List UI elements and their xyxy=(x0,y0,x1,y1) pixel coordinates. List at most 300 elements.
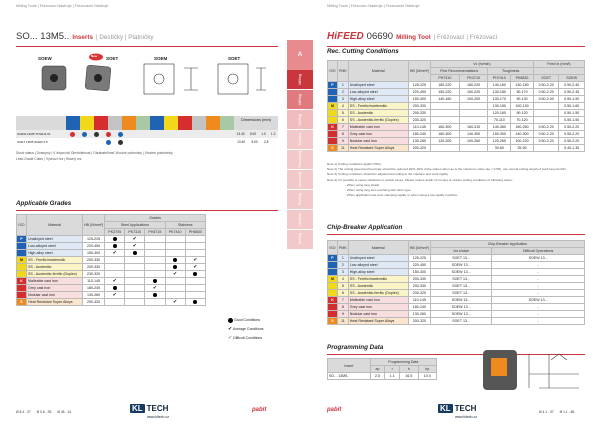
insert-soet-drawing xyxy=(85,65,111,91)
vc-cell: 140-300 xyxy=(511,131,534,138)
hb-cell: 110-145 xyxy=(408,297,430,304)
good-conditions-icon xyxy=(173,258,177,262)
legend-average: Average Conditions xyxy=(232,327,264,331)
vc-cell: 120-200 xyxy=(430,138,459,145)
good-conditions-icon xyxy=(173,265,177,269)
note-line: - When using long tool overhang with other type. xyxy=(345,188,412,193)
insert-label-soew: SOEW xyxy=(38,56,52,61)
iso-cell xyxy=(328,311,338,318)
vc-cell: 150-260 xyxy=(511,124,534,131)
grade-name: PH6830 xyxy=(185,229,205,236)
average-conditions-icon: ✔ xyxy=(132,236,137,242)
material-cell: High-alloy steel xyxy=(27,250,83,257)
section-tab[interactable] xyxy=(287,110,313,130)
grade-cell xyxy=(165,278,185,285)
insert-label-soet: SOET xyxy=(106,56,119,61)
material-cell: SS - Ferritic/martensitic xyxy=(348,276,408,283)
iso-cell xyxy=(328,269,338,276)
title-code: 06690 xyxy=(366,31,394,42)
section-tab-label: Tooling xyxy=(298,233,302,246)
difficult-cell: - xyxy=(492,262,585,269)
grade-cell xyxy=(145,257,165,264)
table-row xyxy=(328,304,585,311)
grade-cell xyxy=(105,278,125,285)
hb-cell: 180-240 xyxy=(83,285,105,292)
table-row xyxy=(17,278,206,285)
section-tab-label: Drilling xyxy=(298,113,302,126)
insert-label-soet-2: SOET xyxy=(228,56,241,61)
iso-cell: P xyxy=(328,255,338,262)
iso-cell xyxy=(328,89,338,96)
material-cell: Grey cast iron xyxy=(348,304,408,311)
vc-cell: 140-160 xyxy=(488,82,511,89)
first-choice-cell: SOET 13... xyxy=(430,290,491,297)
material-cell: SS - Austenitic-ferritic (Duplex) xyxy=(348,117,408,124)
col-r: r xyxy=(385,366,400,373)
difficult-cell: SOEW 13... xyxy=(492,255,585,262)
vc-cell: 150-220 xyxy=(459,89,488,96)
running-header: Milling Tools | Frézovací Nástroje | Frézovacie Nástroje xyxy=(16,4,109,8)
table-row xyxy=(328,145,585,152)
grades-table xyxy=(16,214,206,306)
material-cell: SS - Ferritic/martensitic xyxy=(27,257,83,264)
vc-cell: 180-220 xyxy=(459,82,488,89)
dim-value: 5.00 xyxy=(249,132,257,136)
grade-cell xyxy=(185,257,205,264)
section-tab[interactable] xyxy=(287,170,313,190)
pmk-cell: 7 xyxy=(338,297,349,304)
hb-cell: 125-225 xyxy=(408,82,430,89)
hb-cell: 200-330 xyxy=(83,257,105,264)
grade-cell xyxy=(105,299,125,306)
section-tab[interactable] xyxy=(287,130,313,150)
kl-brand: KL xyxy=(132,404,143,413)
grade-cell xyxy=(105,250,125,257)
grade-cell xyxy=(125,292,145,299)
vc-cell: 130-170 xyxy=(488,96,511,103)
good-conditions-icon xyxy=(113,286,117,290)
footer-mark: Ø 0.6 - 39 xyxy=(36,410,52,414)
insert-name: SOEW xyxy=(559,75,585,82)
hb-cell: 200-320 xyxy=(408,318,430,325)
col-first-rec: First Recommendations xyxy=(430,68,487,75)
material-cell: SS - Austenitic xyxy=(27,264,83,271)
hb-cell: 200-320 xyxy=(83,299,105,306)
table-row xyxy=(328,82,585,89)
table-row xyxy=(17,243,206,250)
table-row xyxy=(17,250,206,257)
vc-cell: 180-220 xyxy=(430,82,459,89)
pmk-cell: 9 xyxy=(338,138,349,145)
page-title xyxy=(327,31,497,42)
table-row xyxy=(328,131,585,138)
fz-cell: 0.50-2.20 xyxy=(559,131,585,138)
kl-text: TECH xyxy=(146,404,169,413)
grade-cell xyxy=(165,250,185,257)
legend-line-1: Stock status | Dostupný | K dispozícii Obrobitelnost | Obrábateľnosť Vhodné podmínky | Vhodné podmienky xyxy=(16,151,173,155)
average-conditions-icon: ✔ xyxy=(173,271,178,277)
section-tab-a[interactable]: A xyxy=(287,40,313,70)
title-code: SO... 13M5.. xyxy=(16,31,70,42)
note-line: Note 2) The cutting speed and feed rate should be reduced 20%~30% of the values when ae is the maximum value (ae > 0.5D), use normal cutting length of tools beyond 3xD. xyxy=(327,167,567,172)
insert-drawing-svg xyxy=(16,52,278,112)
material-cell: Heat Resistant Super Alloys xyxy=(27,299,83,306)
page-title xyxy=(16,31,154,42)
hb-cell: 130-260 xyxy=(83,292,105,299)
col-app: Chip-Breaker Application xyxy=(430,241,584,248)
vc-cell: 130-180 xyxy=(488,89,511,96)
good-conditions-icon xyxy=(193,272,197,276)
col-iso: ISO xyxy=(17,215,27,236)
vc-cell: 140-360 xyxy=(488,124,511,131)
vc-cell: 160-310 xyxy=(459,124,488,131)
vc-cell xyxy=(430,110,459,117)
legend-difficult: Difficult Conditions xyxy=(233,336,263,340)
table-row xyxy=(328,373,437,380)
vc-cell: 90-130 xyxy=(511,96,534,103)
section-tab[interactable] xyxy=(287,90,313,110)
insert-name: SOET xyxy=(533,75,559,82)
material-cell: Unalloyed steel xyxy=(348,255,408,262)
vc-cell: 150-220 xyxy=(430,89,459,96)
first-choice-cell: SOEW 13... xyxy=(430,269,491,276)
hb-cell: 180-240 xyxy=(408,304,430,311)
hb-cell: 180-240 xyxy=(408,131,430,138)
material-cell: Heat Resistant Super Alloys xyxy=(348,145,408,152)
vc-cell xyxy=(430,103,459,110)
fz-cell xyxy=(533,145,559,152)
average-conditions-icon: ✔ xyxy=(112,278,117,284)
title-rule xyxy=(327,46,585,47)
section-tab[interactable] xyxy=(287,190,313,210)
material-cell: Grey cast iron xyxy=(27,285,83,292)
pmk-cell: 1 xyxy=(338,82,349,89)
hb-cell: 230-320 xyxy=(408,117,430,124)
vc-cell: 140-300 xyxy=(459,131,488,138)
first-choice-cell: SOET 13... xyxy=(430,318,491,325)
pmk-cell: 4 xyxy=(338,276,349,283)
right-page xyxy=(313,0,600,424)
fz-cell: 0.50-1.50 xyxy=(559,117,585,124)
fz-cell: 0.50-2.20 xyxy=(533,124,559,131)
table-row xyxy=(328,269,585,276)
iso-cell xyxy=(17,243,27,250)
grade-cell xyxy=(185,278,205,285)
grade-name: PH7410 xyxy=(488,75,511,82)
matrix-color-header xyxy=(16,116,278,130)
note-line: Note 3) Cutting conditions should be adjusted according to the machine and work rigidity. xyxy=(327,172,449,177)
footer-marks xyxy=(539,410,574,414)
grade-cell xyxy=(105,243,125,250)
dim-value: 1.0 xyxy=(261,132,266,136)
vc-cell: 100-220 xyxy=(511,138,534,145)
grade-cell xyxy=(165,236,185,243)
table-row xyxy=(17,271,206,278)
fz-cell: 0.50-2.40 xyxy=(559,89,585,96)
table-row xyxy=(328,276,585,283)
grade-cell xyxy=(125,257,145,264)
material-cell: Unalloyed steel xyxy=(27,236,83,243)
vc-cell: 120-260 xyxy=(488,138,511,145)
grade-cell xyxy=(105,264,125,271)
grade-cell xyxy=(185,299,205,306)
grade-name: PK7410 xyxy=(165,229,185,236)
grade-cell xyxy=(125,264,145,271)
col-pmk: PMK xyxy=(338,61,349,82)
kltech-url: www.kltech.cz xyxy=(147,415,169,419)
good-conditions-icon xyxy=(228,318,233,323)
dim-value: 2.8 xyxy=(264,140,269,144)
fz-cell: 0.50-2.20 xyxy=(533,138,559,145)
iso-cell xyxy=(17,271,27,278)
hb-cell: 200-330 xyxy=(408,276,430,283)
chip-title: Chip-Breaker Application xyxy=(327,224,403,231)
table-row xyxy=(328,283,585,290)
insert-soet-technical-drawing xyxy=(218,64,266,94)
section-tab[interactable] xyxy=(287,150,313,170)
hb-cell: 230-320 xyxy=(83,271,105,278)
first-choice-cell: SOEW 13... xyxy=(430,304,491,311)
first-choice-cell: SOEW 13... xyxy=(430,311,491,318)
pmk-cell: 6 xyxy=(338,290,349,297)
grade-cell xyxy=(185,243,205,250)
average-conditions-icon: ✔ xyxy=(112,292,117,298)
grade-cell xyxy=(165,243,185,250)
vc-cell: 100-130 xyxy=(511,103,534,110)
pmk-cell: 5 xyxy=(338,110,349,117)
average-conditions-icon: ✔ xyxy=(132,243,137,249)
grade-cell xyxy=(125,278,145,285)
grade-name: PK3715 xyxy=(459,75,488,82)
grade-name: PK3705 xyxy=(105,229,125,236)
good-conditions-icon xyxy=(113,244,117,248)
grade-dot-icon xyxy=(106,132,111,137)
vc-cell: 90-120 xyxy=(511,110,534,117)
title-rule xyxy=(16,46,278,47)
hb-cell: 200-330 xyxy=(408,283,430,290)
first-choice-cell: SOET 13... xyxy=(430,276,491,283)
pmk-cell: 6 xyxy=(338,117,349,124)
hb-cell: 200-330 xyxy=(408,103,430,110)
vc-cell: 150-300 xyxy=(488,131,511,138)
vc-cell: 30-60 xyxy=(488,145,511,152)
grades-title: Applicable Grades xyxy=(16,200,72,207)
table-row xyxy=(328,255,585,262)
difficult-conditions-icon: ✔ xyxy=(228,335,233,341)
grade-cell xyxy=(165,264,185,271)
footer-mark: Ø 8.4 - 37 xyxy=(16,410,31,414)
prog-title: Programming Data xyxy=(327,344,384,351)
col-hb: HB (N/mm²) xyxy=(408,241,430,255)
title-sub-translations: | Frézovací | Frézovací xyxy=(433,34,498,41)
col-material: Material xyxy=(348,61,408,82)
iso-cell xyxy=(328,262,338,269)
grade-name: PH3715 xyxy=(145,229,165,236)
vc-cell: 70-110 xyxy=(488,117,511,124)
table-row xyxy=(328,290,585,297)
col-pmk: PMK xyxy=(338,241,349,255)
insert-drawings xyxy=(16,52,278,112)
hb-cell: 150-300 xyxy=(408,96,430,103)
grade-cell xyxy=(165,271,185,278)
note-line: Note 4) It's possible to cause vibrations in certain cases. Please reduce depth of cut (ae) or reduce cutting conditions of following cases: xyxy=(327,177,513,182)
grade-cell xyxy=(105,236,125,243)
table-row xyxy=(17,264,206,271)
title-sub: Milling Tool xyxy=(396,34,431,41)
chip-title-rule xyxy=(327,234,585,235)
pmk-cell: 11 xyxy=(338,318,349,325)
rec-title: Rec. Cutting Conditions xyxy=(327,48,399,55)
pmk-cell: 1 xyxy=(338,255,349,262)
col-material: Material xyxy=(348,241,408,255)
vc-cell xyxy=(459,110,488,117)
table-row xyxy=(328,89,585,96)
hb-cell: 200-320 xyxy=(408,145,430,152)
vc-cell: 160-300 xyxy=(430,124,459,131)
fz-cell: 0.40-1.30 xyxy=(559,145,585,152)
grade-cell xyxy=(145,236,165,243)
hb-cell: 110-145 xyxy=(83,278,105,285)
grade-cell xyxy=(185,236,205,243)
section-tab[interactable] xyxy=(287,210,313,230)
table-row xyxy=(328,117,585,124)
table-row xyxy=(328,318,585,325)
vc-cell: 130-150 xyxy=(488,103,511,110)
hb-cell: 125-225 xyxy=(408,255,430,262)
grade-cell xyxy=(125,299,145,306)
notes xyxy=(327,162,585,198)
section-tab[interactable] xyxy=(287,70,313,90)
iso-cell xyxy=(328,96,338,103)
material-cell: Malleable cast iron xyxy=(348,297,408,304)
first-choice-cell: SOEW 13... xyxy=(430,262,491,269)
pabit-logo: pabit xyxy=(327,407,342,413)
grade-cell xyxy=(145,250,165,257)
fz-cell: 0.50-2.00 xyxy=(533,96,559,103)
fz-cell xyxy=(533,110,559,117)
average-conditions-icon: ✔ xyxy=(193,257,198,263)
col-hp: hp xyxy=(418,366,436,373)
vc-cell: 90-170 xyxy=(511,89,534,96)
section-tab-label: Holders xyxy=(298,212,302,227)
footer-mark: Ø 45 - 14 xyxy=(57,410,72,414)
fz-cell xyxy=(533,103,559,110)
material-cell: SS - Austenitic xyxy=(348,110,408,117)
legend-line-2: Lead Grade Cutter | Výchozí řez | Hlavný rez xyxy=(16,157,82,161)
dim-value: 1.2 xyxy=(270,132,276,136)
material-cell: Nodular cast iron xyxy=(348,138,408,145)
left-footer xyxy=(0,398,287,422)
insert-row-code: SOEW 13M5 TFSR-R-01 xyxy=(17,132,51,136)
difficult-cell: - xyxy=(492,269,585,276)
vc-cell: 70-120 xyxy=(511,117,534,124)
prog-insert: SO... 13M5.. xyxy=(328,373,371,380)
title-sub: Inserts xyxy=(72,34,93,41)
material-cell: Malleable cast iron xyxy=(27,278,83,285)
pmk-cell: 2 xyxy=(338,89,349,96)
hb-cell: 150-300 xyxy=(408,269,430,276)
grade-dot-icon xyxy=(106,140,111,145)
col-first: 1st choice xyxy=(430,248,491,255)
footer-mark: Ø 1.1 - 86 xyxy=(559,410,575,414)
material-cell: Low-alloyed steel xyxy=(348,89,408,96)
pmk-cell: 11 xyxy=(338,145,349,152)
iso-cell: S xyxy=(328,318,338,325)
fz-cell: 0.50-2.40 xyxy=(559,82,585,89)
pmk-cell: 3 xyxy=(338,269,349,276)
iso-cell xyxy=(328,117,338,124)
table-row xyxy=(328,103,585,110)
first-choice-cell: SOET 13... xyxy=(430,283,491,290)
table-row xyxy=(17,285,206,292)
iso-cell: M xyxy=(328,103,338,110)
dim-value: 13.40 xyxy=(236,132,245,136)
difficult-cell: - xyxy=(492,311,585,318)
vc-cell: 100-260 xyxy=(459,138,488,145)
grade-name: PK6830 xyxy=(511,75,534,82)
section-tab[interactable] xyxy=(287,230,313,250)
difficult-cell: - xyxy=(492,283,585,290)
insert-row-2 xyxy=(16,138,278,146)
first-choice-cell: SOET 13... xyxy=(430,255,491,262)
insert-label-soem: SOEM xyxy=(154,56,168,61)
table-row xyxy=(328,96,585,103)
grade-cell xyxy=(185,271,205,278)
table-row xyxy=(328,138,585,145)
pmk-cell: 8 xyxy=(338,304,349,311)
table-row xyxy=(17,236,206,243)
vc-cell xyxy=(430,117,459,124)
table-row xyxy=(17,257,206,264)
pabit-logo: pabit xyxy=(252,407,267,413)
fz-cell: 0.50-1.50 xyxy=(559,110,585,117)
hb-cell: 220-450 xyxy=(408,89,430,96)
rec-table xyxy=(327,60,585,152)
grade-dot-icon xyxy=(118,132,123,137)
col-ap: ap xyxy=(370,366,385,373)
insert-row-code: SOET 13M5 ZGER 3.5 xyxy=(17,140,48,144)
grade-cell xyxy=(145,271,165,278)
section-tab-label: Turning xyxy=(298,133,302,146)
kl-text: TECH xyxy=(454,404,477,413)
vc-cell xyxy=(459,103,488,110)
material-cell: SS - Austenitic-ferritic (Duplex) xyxy=(348,290,408,297)
section-tab-label: Parting xyxy=(298,193,302,206)
grade-cell xyxy=(145,243,165,250)
prog-value: 1.1 xyxy=(385,373,400,380)
good-conditions-icon xyxy=(153,293,157,297)
grade-dot-icon xyxy=(118,140,123,145)
average-conditions-icon: ✔ xyxy=(193,264,198,270)
pmk-cell: 4 xyxy=(338,103,349,110)
difficult-cell: - xyxy=(492,318,585,325)
title-sub-translations: | Destičky | Platničky xyxy=(95,34,154,41)
note-line: - When application has poor clamping rigidity or when using a low rigidity machine. xyxy=(345,193,458,198)
vc-cell: 130-180 xyxy=(511,82,534,89)
hb-cell: 130-260 xyxy=(408,311,430,318)
fz-cell: 0.50-2.20 xyxy=(533,82,559,89)
section-tab-label: Threading xyxy=(298,150,302,169)
note-line: - When using long shank. xyxy=(345,182,380,187)
table-row xyxy=(328,297,585,304)
material-cell: SS - Austenitic xyxy=(348,283,408,290)
iso-cell: S xyxy=(328,145,338,152)
material-cell: SS - Austenitic-ferritic (Duplex) xyxy=(27,271,83,278)
dims-header: Dimensions (mm) xyxy=(234,116,278,130)
grade-cell xyxy=(105,271,125,278)
col-hb: HB (N/mm²) xyxy=(83,215,105,236)
col-insert: Insert xyxy=(328,359,371,373)
